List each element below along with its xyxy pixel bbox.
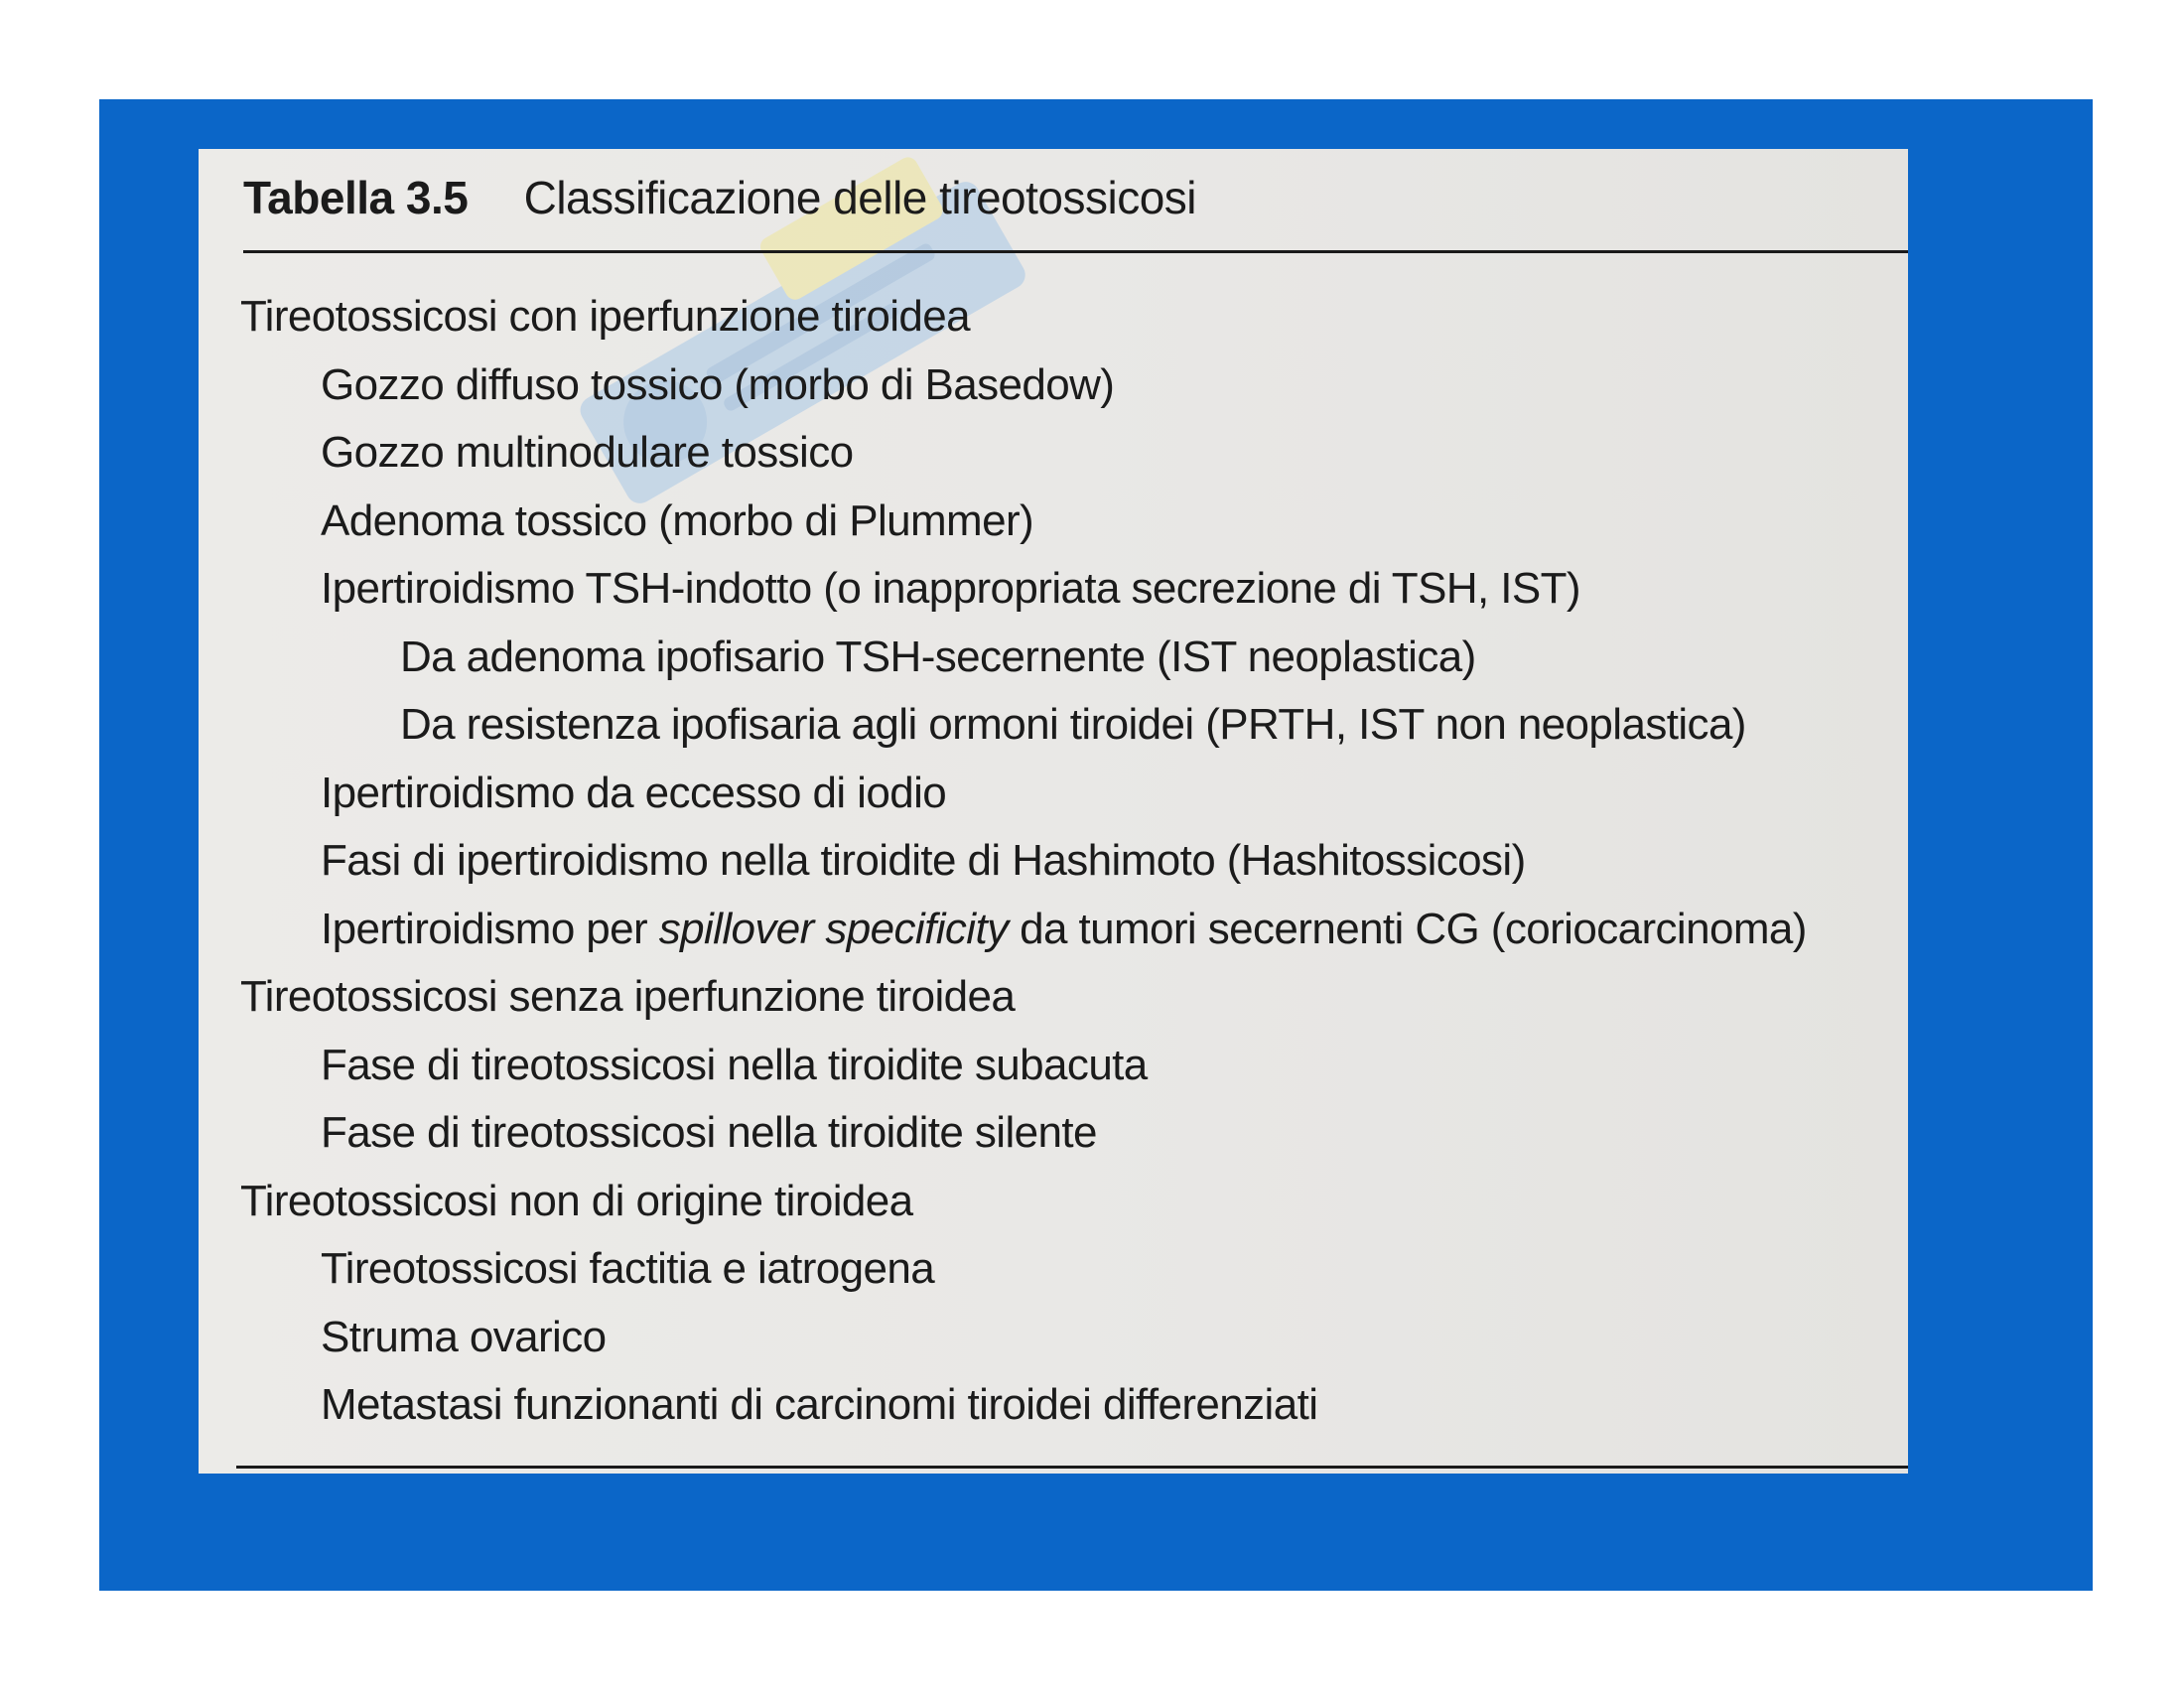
list-item: Gozzo multinodulare tossico (321, 428, 854, 477)
table-caption (243, 171, 1196, 224)
row-text-end: da tumori secernenti CG (coriocarcinoma) (1008, 904, 1807, 953)
category-heading: Tireotossicosi con iperfunzione tiroidea (240, 292, 970, 341)
top-rule (243, 250, 1908, 253)
list-item: Fase di tireotossicosi nella tiroidite subacuta (321, 1040, 1148, 1089)
list-item: Ipertiroidismo da eccesso di iodio (321, 768, 947, 817)
table-number: Tabella 3.5 (243, 172, 469, 223)
list-item: Struma ovarico (321, 1312, 607, 1361)
scanned-table (199, 149, 1908, 1474)
sub-list-item: Da resistenza ipofisaria agli ormoni tiroidei (PRTH, IST non neoplastica) (400, 700, 1746, 749)
row-text-start: Ipertiroidismo per (321, 904, 659, 953)
table-title: Classificazione delle tireotossicosi (523, 172, 1197, 223)
category-heading: Tireotossicosi non di origine tiroidea (240, 1176, 913, 1225)
list-item: Fase di tireotossicosi nella tiroidite silente (321, 1108, 1097, 1157)
bottom-rule (236, 1466, 1908, 1469)
list-item: Metastasi funzionanti di carcinomi tiroidei differenziati (321, 1380, 1318, 1429)
list-item: Tireotossicosi factitia e iatrogena (321, 1244, 935, 1293)
classification-list (199, 283, 1908, 1440)
list-item: Fasi di ipertiroidismo nella tiroidite di Hashimoto (Hashitossicosi) (321, 836, 1526, 885)
row-text-italic: spillover specificity (658, 904, 1009, 953)
list-item (199, 896, 1908, 964)
category-heading: Tireotossicosi senza iperfunzione tiroidea (240, 972, 1016, 1021)
list-item: Gozzo diffuso tossico (morbo di Basedow) (321, 359, 1115, 409)
sub-list-item: Da adenoma ipofisario TSH-secernente (IST neoplastica) (400, 632, 1476, 681)
list-item: Adenoma tossico (morbo di Plummer) (321, 495, 1034, 545)
list-item: Ipertiroidismo TSH-indotto (o inappropriata secrezione di TSH, IST) (321, 564, 1580, 613)
